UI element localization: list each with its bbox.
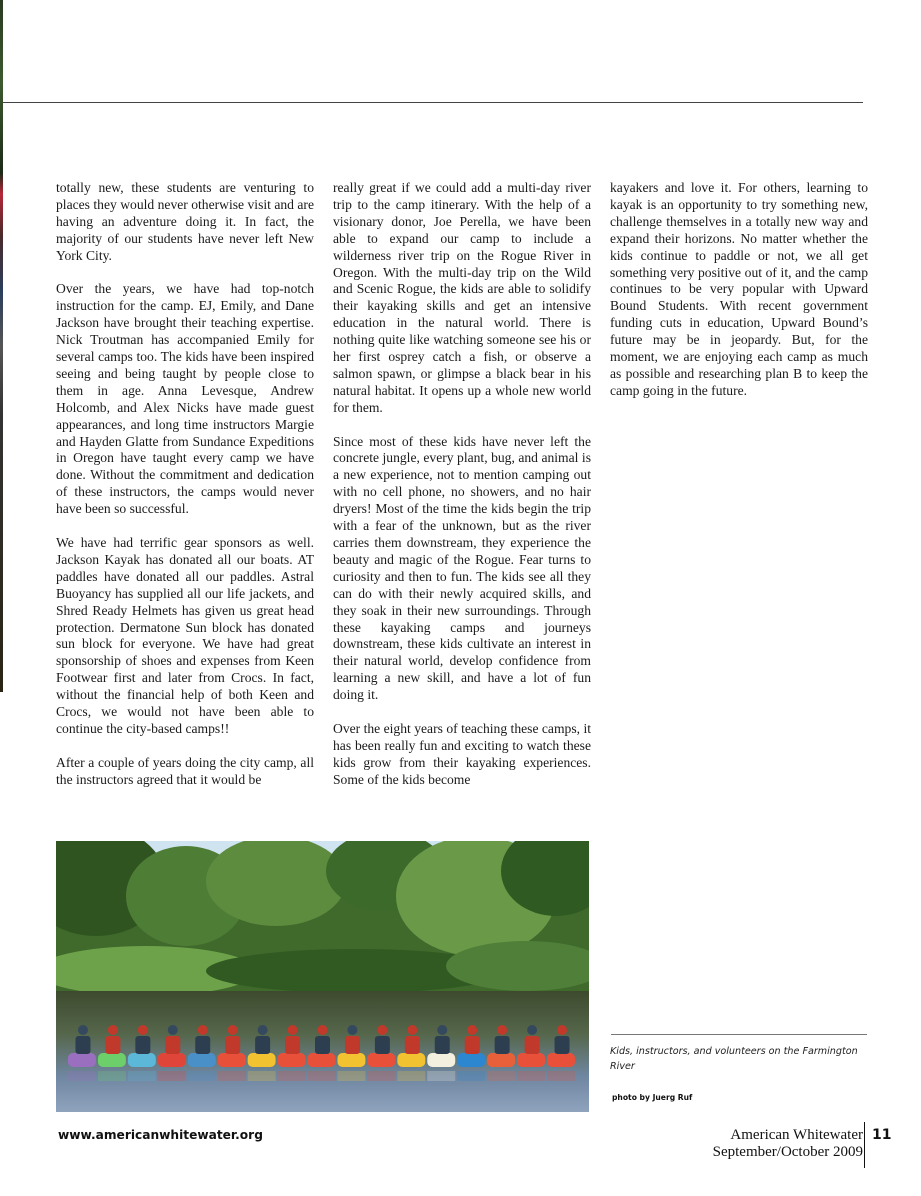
paddler-body [195, 1036, 210, 1054]
paddler-body [375, 1036, 390, 1054]
helmet [527, 1025, 537, 1035]
reflection [278, 1071, 306, 1081]
kayak [188, 1053, 216, 1067]
reflection [158, 1071, 186, 1081]
tree-line [56, 841, 589, 996]
helmet [228, 1025, 238, 1035]
kayak [248, 1053, 276, 1067]
paddler-body [525, 1036, 540, 1054]
footer-masthead [713, 1127, 863, 1161]
kayak [547, 1053, 575, 1067]
footer-divider [864, 1122, 865, 1168]
paddler-body [555, 1036, 570, 1054]
paddler-body [435, 1036, 450, 1054]
kayak [397, 1053, 425, 1067]
helmet [288, 1025, 298, 1035]
paragraph: After a couple of years doing the city camp, all the instructors agreed that it would be [56, 754, 314, 787]
reflection [337, 1071, 365, 1081]
helmet [407, 1025, 417, 1035]
photo-illustration [56, 841, 589, 1112]
helmet [258, 1025, 268, 1035]
kayak [517, 1053, 545, 1067]
reflection [427, 1071, 455, 1081]
paragraph: really great if we could add a multi-day river trip to the camp itinerary. With the help of a visionary donor, Joe Perella, we have been able to expand our camp to include a wilderness river trip on the Rogue River in Oregon. With the multi-day trip on the Wild and Scenic Rogue, the kids are able to solidify their kayaking skills and get an intensive education in the natural world. There is nothing quite like watching someone see his or her first osprey catch a fish, or observe a salmon spawn, or glimpse a black bear in his natural habitat. It opens up a whole new world for them. [333, 180, 591, 415]
kayak [218, 1053, 246, 1067]
footer-url[interactable]: www.americanwhitewater.org [58, 1128, 263, 1142]
article-column-1 [56, 180, 314, 805]
article-column-2 [333, 180, 591, 805]
issue-date: September/October 2009 [712, 1144, 863, 1160]
article-column-3 [610, 180, 868, 417]
caption-rule [611, 1034, 867, 1035]
helmet [108, 1025, 118, 1035]
paddler-body [465, 1036, 480, 1054]
kayak [278, 1053, 306, 1067]
kayak [427, 1053, 455, 1067]
paddler-body [75, 1036, 90, 1054]
helmet [78, 1025, 88, 1035]
paddler-body [285, 1036, 300, 1054]
helmet [138, 1025, 148, 1035]
reflection [128, 1071, 156, 1081]
page-number: 11 [872, 1127, 892, 1143]
helmet [347, 1025, 357, 1035]
paragraph: Over the years, we have had top-notch instruction for the camp. EJ, Emily, and Dane Jackson have brought their teaching expertise. Nick Troutman has accompanied Emily for several camps too. The kids have been inspired seeing and being taught by people close to them in age. Anna Levesque, Andrew Holcomb, and Alex Nicks have made guest appearances, and long time instructors Margie and Hayden Glatte from Sundance Expeditions in Oregon have taught every camp we have done. Without the commitment and dedication of these instructors, the camps would never have been so successful. [56, 281, 314, 517]
reflection [397, 1071, 425, 1081]
kayak [487, 1053, 515, 1067]
photo-caption: Kids, instructors, and volunteers on the Farmington River [610, 1046, 858, 1072]
kayak [308, 1053, 336, 1067]
paddler-body [345, 1036, 360, 1054]
paragraph: totally new, these students are venturing to places they would never otherwise visit and are having an adventure doing it. In fact, the majority of our students have never left New York City. [56, 180, 314, 263]
helmet [168, 1025, 178, 1035]
paragraph: Over the eight years of teaching these camps, it has been really fun and exciting to watch these kids grow from their kayaking experiences. Some of the kids become [333, 720, 591, 787]
reflection [487, 1071, 515, 1081]
reflection [188, 1071, 216, 1081]
reflection [98, 1071, 126, 1081]
reflection [308, 1071, 336, 1081]
kayak [98, 1053, 126, 1067]
paddler-body [255, 1036, 270, 1054]
paragraph: kayakers and love it. For others, learning to kayak is an opportunity to try something new, challenge themselves in a totally new way and expand their horizons. No matter whether the kids continue to paddle or not, we all get something very positive out of it, and the camp continues to be very popular with Upward Bound Students. With recent government funding cuts in education, Upward Bound’s future may be in jeopardy. But, for the moment, we are enjoying each camp as much as possible and researching plan B to keep the camp going in the future. [610, 180, 868, 398]
paddler-body [225, 1036, 240, 1054]
kayak-row [68, 1025, 575, 1081]
kayak [337, 1053, 365, 1067]
paragraph: We have had terrific gear sponsors as well. Jackson Kayak has donated all our boats. AT paddles have donated all our paddles. Astral Buoyancy has supplied all our life jackets, and Shred Ready Helmets has given us great head protection. Dermatone Sun block has donated sun block for everyone. We have had great sponsorship of shoes and expenses from Keen Footwear first and later from Crocs. In fact, without the financial help of both Keen and Crocs, we would not have been able to continue the city-based camps!! [56, 535, 314, 736]
kayak [457, 1053, 485, 1067]
paddler-body [405, 1036, 420, 1054]
helmet [467, 1025, 477, 1035]
paddler-body [105, 1036, 120, 1054]
helmet [557, 1025, 567, 1035]
header-rule [3, 102, 863, 103]
reflection [547, 1071, 575, 1081]
kayak [367, 1053, 395, 1067]
paddler-body [315, 1036, 330, 1054]
reflection [68, 1071, 96, 1081]
adjacent-page-edge [0, 0, 3, 692]
kayakers-photo [56, 841, 589, 1112]
helmet [318, 1025, 328, 1035]
helmet [497, 1025, 507, 1035]
reflection [457, 1071, 485, 1081]
helmet [377, 1025, 387, 1035]
kayak [128, 1053, 156, 1067]
kayak [68, 1053, 96, 1067]
paddler-body [165, 1036, 180, 1054]
paddler-body [135, 1036, 150, 1054]
reflection [517, 1071, 545, 1081]
reflection [367, 1071, 395, 1081]
paddler-body [495, 1036, 510, 1054]
reflection [218, 1071, 246, 1081]
helmet [437, 1025, 447, 1035]
publication-name: American Whitewater [730, 1127, 863, 1143]
reflection [248, 1071, 276, 1081]
paragraph: Since most of these kids have never left the concrete jungle, every plant, bug, and animal is a new experience, not to mention camping out with no cell phone, no showers, and no hair dryers! Most of the time the kids begin the trip with a fear of the unknown, but as the river carries them downstream, they experience the beauty and magic of the Rogue. Fear turns to curiosity and then to fun. The kids see all they can do with their newly acquired skills, and they soak in their new surroundings. Through these kayaking camps and journeys downstream, these kids cultivate an interest in their natural world, develop confidence from learning a new skill, and have a lot of fun doing it. [333, 433, 591, 703]
photo-credit: photo by Juerg Ruf [612, 1093, 693, 1102]
helmet [198, 1025, 208, 1035]
kayak [158, 1053, 186, 1067]
